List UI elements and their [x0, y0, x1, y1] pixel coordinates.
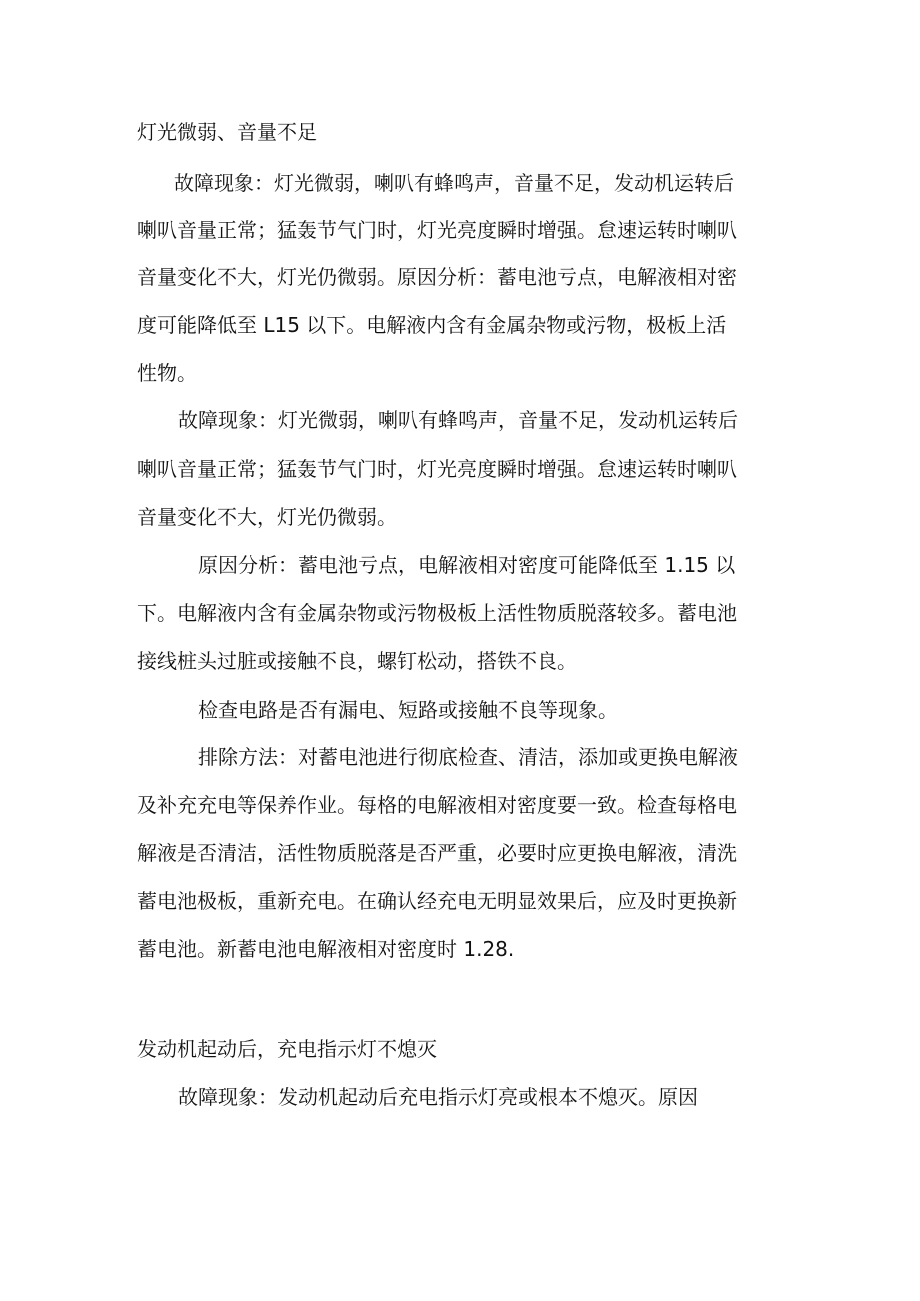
- paragraph-line: 性物。: [137, 361, 197, 385]
- paragraph-line: 故障现象：灯光微弱，喇叭有蜂鸣声，音量不足，发动机运转后: [178, 408, 738, 432]
- paragraph-line: 故障现象：灯光微弱，喇叭有蜂鸣声，音量不足，发动机运转后: [174, 171, 734, 195]
- paragraph-line: 原因分析：蓄电池亏点，电解液相对密度可能降低至 1.15 以: [198, 553, 736, 577]
- paragraph-line: 排除方法：对蓄电池进行彻底检查、清洁，添加或更换电解液: [198, 745, 738, 769]
- paragraph-line: 喇叭音量正常；猛轰节气门时，灯光亮度瞬时增强。怠速运转时喇叭: [137, 218, 737, 242]
- paragraph-line: 蓄电池。新蓄电池电解液相对密度时 1.28.: [137, 937, 515, 961]
- paragraph-line: 喇叭音量正常；猛轰节气门时，灯光亮度瞬时增强。怠速运转时喇叭: [137, 457, 737, 481]
- paragraph-line: 故障现象：发动机起动后充电指示灯亮或根本不熄灭。原因: [178, 1085, 698, 1109]
- section-heading-charge-light: 发动机起动后，充电指示灯不熄灭: [137, 1037, 437, 1061]
- section-heading-light-weak: 灯光微弱、音量不足: [137, 120, 317, 144]
- paragraph-line: 接线桩头过脏或接触不良，螺钉松动，搭铁不良。: [137, 649, 577, 673]
- paragraph-line: 度可能降低至 L15 以下。电解液内含有金属杂物或污物，极板上活: [137, 313, 727, 337]
- paragraph-line: 及补充充电等保养作业。每格的电解液相对密度要一致。检查每格电: [137, 793, 737, 817]
- paragraph-line: 检查电路是否有漏电、短路或接触不良等现象。: [198, 698, 618, 722]
- paragraph-line: 音量变化不大，灯光仍微弱。: [137, 505, 397, 529]
- paragraph-line: 解液是否清洁，活性物质脱落是否严重，必要时应更换电解液，清洗: [137, 841, 737, 865]
- paragraph-line: 下。电解液内含有金属杂物或污物极板上活性物质脱落较多。蓄电池: [137, 601, 737, 625]
- paragraph-line: 音量变化不大，灯光仍微弱。原因分析：蓄电池亏点，电解液相对密: [137, 265, 737, 289]
- paragraph-line: 蓄电池极板，重新充电。在确认经充电无明显效果后，应及时更换新: [137, 889, 737, 913]
